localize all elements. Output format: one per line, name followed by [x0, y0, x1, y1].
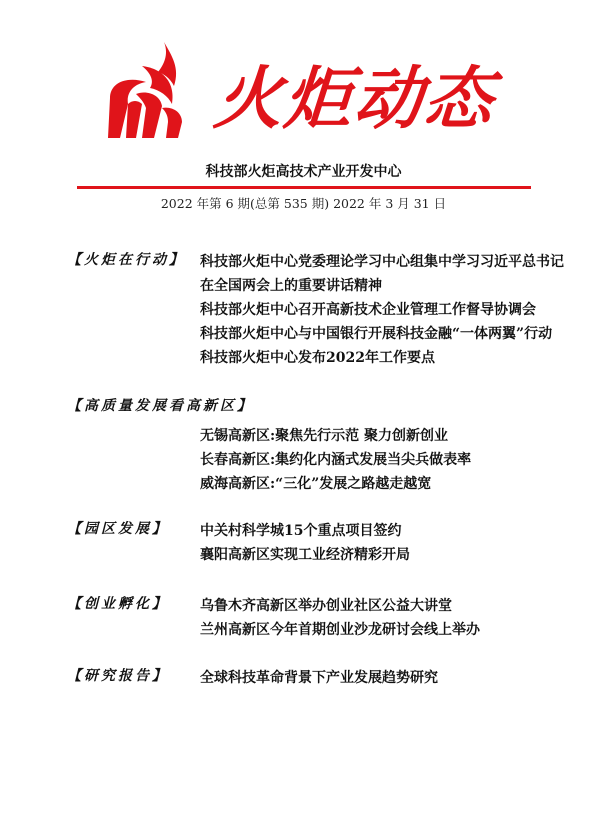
headline-link[interactable]: 全球科技革命背景下产业发展趋势研究	[200, 670, 438, 686]
publisher-name: 科技部火炬高技术产业开发中心	[205, 164, 402, 180]
headline-link[interactable]: 科技部火炬中心发布2022年工作要点	[200, 350, 435, 366]
masthead-title: 火炬动态	[211, 60, 497, 139]
headline-link[interactable]: 乌鲁木齐高新区举办创业社区公益大讲堂	[200, 598, 452, 614]
red-divider	[77, 186, 531, 189]
section-label: 【研究报告】	[67, 668, 169, 684]
section-items	[200, 594, 480, 642]
section-items	[200, 424, 471, 496]
headline-link[interactable]: 科技部火炬中心召开高新技术企业管理工作督导协调会	[200, 302, 536, 318]
headline-link[interactable]: 长春高新区:集约化内涵式发展当尖兵做表率	[200, 452, 472, 468]
section-label: 【高质量发展看高新区】	[67, 398, 254, 414]
section-items	[200, 666, 438, 690]
headline-link[interactable]: 兰州高新区今年首期创业沙龙研讨会线上举办	[200, 622, 480, 638]
headline-link[interactable]: 无锡高新区:聚焦先行示范 聚力创新创业	[200, 428, 449, 444]
headline-link[interactable]: 科技部火炬中心与中国银行开展科技金融“一体两翼”行动	[200, 326, 553, 342]
headline-link[interactable]: 威海高新区:“三化”发展之路越走越宽	[200, 476, 432, 492]
headline-link[interactable]: 中关村科学城15个重点项目签约	[200, 523, 402, 539]
masthead	[0, 30, 607, 145]
issue-info: 2022 年第 6 期(总第 535 期) 2022 年 3 月 31 日	[160, 196, 447, 211]
section-label: 【火炬在行动】	[67, 252, 186, 268]
headline-link[interactable]: 科技部火炬中心党委理论学习中心组集中学习习近平总书记	[200, 254, 564, 270]
section-label: 【园区发展】	[67, 521, 169, 537]
section-label: 【创业孵化】	[67, 596, 169, 612]
headline-link[interactable]: 在全国两会上的重要讲话精神	[200, 278, 382, 294]
torch-flame-logo-icon	[102, 38, 198, 142]
section-items	[200, 519, 410, 567]
section-items	[200, 250, 564, 370]
headline-link[interactable]: 襄阳高新区实现工业经济精彩开局	[200, 547, 410, 563]
